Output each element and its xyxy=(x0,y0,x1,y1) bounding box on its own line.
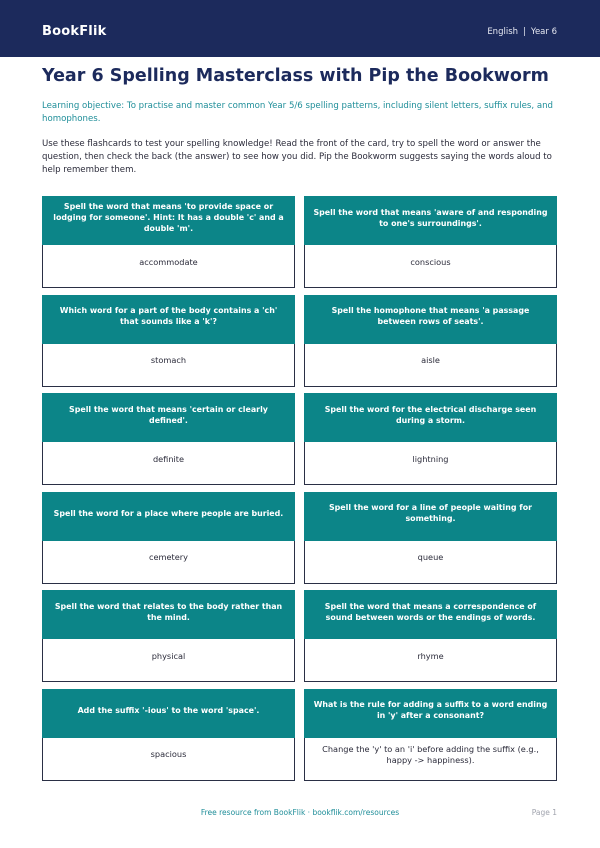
flashcard[interactable] xyxy=(304,590,557,681)
flashcard[interactable] xyxy=(304,689,557,780)
flashcard[interactable] xyxy=(42,689,295,780)
flashcard-answer: queue xyxy=(417,552,444,562)
flashcard[interactable] xyxy=(304,196,557,287)
flashcard-front xyxy=(304,492,557,541)
flashcard-back xyxy=(304,738,557,781)
flashcard-back xyxy=(42,541,295,584)
flashcard-back xyxy=(304,344,557,387)
flashcard-front xyxy=(42,492,295,541)
flashcard[interactable] xyxy=(42,590,295,681)
flashcard-question: Spell the word for the electrical discharge seen during a storm. xyxy=(324,404,537,425)
flashcard-answer: definite xyxy=(152,453,185,464)
flashcard-answer: lightning xyxy=(412,453,449,464)
flashcard-front xyxy=(42,196,295,245)
flashcard-answer: conscious xyxy=(410,256,451,267)
flashcard-back xyxy=(42,344,295,387)
flashcard[interactable] xyxy=(304,393,557,484)
flashcard-front xyxy=(304,196,557,245)
flashcard-question: Which word for a part of the body contains a 'ch' that sounds like a 'k'? xyxy=(59,306,278,326)
flashcard-question: Add the suffix '-ious' to the word 'space'. xyxy=(77,705,260,715)
flashcard-back xyxy=(42,738,295,781)
breadcrumb-subject[interactable]: English xyxy=(487,27,519,37)
flashcard-answer: Change the 'y' to an 'i' before adding the suffix (e.g., happy -> happiness). xyxy=(322,743,539,765)
flashcard-question: Spell the homophone that means 'a passage between rows of seats'. xyxy=(331,306,530,326)
breadcrumb-separator: | xyxy=(523,27,526,37)
flashcard-back xyxy=(42,442,295,485)
flashcard-question: Spell the word that relates to the body rather than the mind. xyxy=(54,601,283,622)
flashcard[interactable] xyxy=(42,393,295,484)
flashcard-front xyxy=(304,590,557,639)
flashcard-answer: spacious xyxy=(150,749,187,759)
flashcard-front xyxy=(304,295,557,344)
flashcard[interactable] xyxy=(304,492,557,583)
flashcard[interactable] xyxy=(304,295,557,386)
flashcard-answer: accommodate xyxy=(139,256,198,267)
flashcard-back xyxy=(42,245,295,288)
flashcard-question: Spell the word that means 'certain or clearly defined'. xyxy=(69,404,268,425)
breadcrumb-year[interactable]: Year 6 xyxy=(530,27,557,37)
flashcard-back xyxy=(42,639,295,682)
learning-objective: Learning objective: To practise and master common Year 5/6 spelling patterns, including silent letters, suffix rules, and homophones. xyxy=(42,101,553,124)
brand-logo[interactable]: BookFlik xyxy=(42,24,107,39)
flashcard-answer: aisle xyxy=(421,355,440,365)
flashcard-answer: physical xyxy=(151,650,186,661)
flashcard-question: Spell the word that means 'aware of and responding to one's surroundings'. xyxy=(313,207,548,228)
flashcard-back xyxy=(304,245,557,288)
flashcard-question: What is the rule for adding a suffix to a word ending in 'y' after a consonant? xyxy=(313,700,548,720)
flashcard-question: Spell the word that means 'to provide space or lodging for someone'. Hint: It has a double 'c' and a double 'm'. xyxy=(53,202,284,233)
flashcard-front xyxy=(42,689,295,738)
flashcard-question: Spell the word for a line of people waiting for something. xyxy=(328,503,533,523)
page-title: Year 6 Spelling Masterclass with Pip the Bookworm xyxy=(42,66,549,86)
flashcard[interactable] xyxy=(42,295,295,386)
intro-text: Use these flashcards to test your spelling knowledge! Read the front of the card, try to spell the word or answer the question, then check the back (the answer) to see how you did. Pip the Bookworm suggests saying the words aloud to help remember them. xyxy=(42,139,552,175)
page-number: Page 1 xyxy=(531,808,557,817)
flashcard-front xyxy=(304,689,557,738)
flashcard-front xyxy=(42,393,295,442)
flashcard-front xyxy=(304,393,557,442)
flashcard-question: Spell the word that means a correspondence of sound between words or the endings of words. xyxy=(324,601,537,622)
flashcard-question: Spell the word for a place where people are buried. xyxy=(53,508,284,518)
flashcard[interactable] xyxy=(42,196,295,287)
flashcard-back xyxy=(304,541,557,584)
flashcard-front xyxy=(42,295,295,344)
flashcard-answer: stomach xyxy=(150,355,187,365)
flashcard[interactable] xyxy=(42,492,295,583)
flashcard-answer: rhyme xyxy=(417,650,444,661)
header-bar xyxy=(0,0,600,57)
flashcard-front xyxy=(42,590,295,639)
flashcard-back xyxy=(304,442,557,485)
flashcard-back xyxy=(304,639,557,682)
footer-text: Free resource from BookFlik · bookflik.com/resources xyxy=(200,808,400,817)
flashcard-answer: cemetery xyxy=(148,552,188,562)
breadcrumb xyxy=(487,27,557,37)
